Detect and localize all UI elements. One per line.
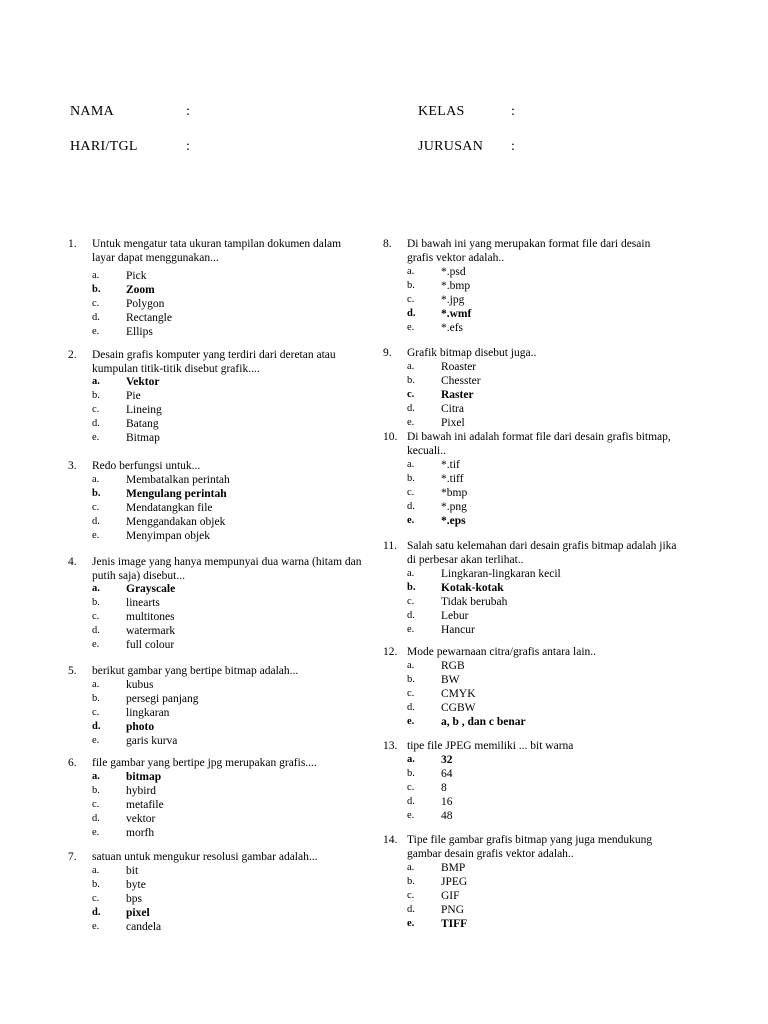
option-text: *.eps (441, 515, 466, 527)
nama-label: NAMA (70, 104, 114, 119)
option-letter: a. (92, 474, 100, 485)
option-text: *.tiff (441, 473, 464, 485)
option-letter: e. (407, 810, 415, 821)
option-letter: b. (92, 488, 101, 499)
option-letter: c. (407, 389, 415, 400)
option-letter: b. (407, 280, 415, 291)
option-letter: e. (92, 827, 100, 838)
option-letter: e. (92, 326, 100, 337)
option-text: persegi panjang (126, 693, 199, 705)
option-letter: d. (92, 721, 101, 732)
option-letter: d. (407, 702, 415, 713)
option-text: bps (126, 893, 142, 905)
option-text: Mengulang perintah (126, 488, 227, 500)
option-text: RGB (441, 660, 465, 672)
option-text: *.jpg (441, 294, 465, 306)
option-text: byte (126, 879, 146, 891)
option-letter: b. (407, 876, 415, 887)
option-letter: d. (92, 625, 100, 636)
option-text: 32 (441, 754, 453, 766)
option-letter: d. (407, 501, 415, 512)
option-letter: e. (92, 432, 100, 443)
option-text: Zoom (126, 284, 155, 296)
question-text: berikut gambar yang bertipe bitmap adalah... (92, 665, 299, 677)
question-number: 2. (68, 349, 77, 361)
option-letter: c. (92, 298, 100, 309)
option-letter: c. (92, 799, 100, 810)
option-letter: d. (407, 403, 415, 414)
question-text: Untuk mengatur tata ukuran tampilan dokumen dalam layar dapat menggunakan... (92, 238, 342, 264)
option-letter: e. (92, 530, 100, 541)
question-text: Salah satu kelemahan dari desain grafis bitmap adalah jika di perbesar akan terlihat.. (407, 540, 677, 566)
question-number: 8. (383, 238, 392, 250)
option-letter: c. (407, 782, 415, 793)
question-number: 3. (68, 460, 77, 472)
option-text: 48 (441, 810, 453, 822)
option-text: Lingkaran-lingkaran kecil (441, 568, 561, 580)
option-text: bit (126, 865, 139, 877)
kelas-colon: : (511, 104, 516, 119)
option-letter: e. (92, 921, 100, 932)
option-text: GIF (441, 890, 460, 902)
option-letter: d. (92, 907, 101, 918)
option-text: Lebur (441, 610, 469, 622)
option-text: Pixel (441, 417, 465, 429)
option-letter: d. (407, 308, 416, 319)
option-text: candela (126, 921, 162, 933)
question-text: Tipe file gambar grafis bitmap yang juga mendukung gambar desain grafis vektor adalah.. (407, 834, 653, 860)
option-text: TIFF (441, 918, 468, 930)
option-text: BW (441, 674, 460, 686)
option-text: 64 (441, 768, 453, 780)
question-number: 5. (68, 665, 77, 677)
option-letter: a. (407, 660, 415, 671)
option-letter: c. (92, 502, 100, 513)
option-letter: e. (407, 322, 415, 333)
option-text: *.bmp (441, 280, 471, 292)
option-text: Bitmap (126, 432, 160, 444)
question-text: Jenis image yang hanya mempunyai dua warna (hitam dan putih saja) disebut... (92, 556, 362, 582)
option-letter: e. (407, 417, 415, 428)
question-text: Redo berfungsi untuk... (92, 460, 201, 472)
option-letter: d. (92, 516, 100, 527)
option-letter: e. (92, 735, 100, 746)
option-text: BMP (441, 862, 466, 874)
option-letter: e. (407, 918, 415, 929)
option-text: garis kurva (126, 735, 178, 747)
option-text: photo (126, 721, 155, 733)
option-letter: a. (407, 754, 415, 765)
option-letter: b. (407, 674, 415, 685)
option-letter: a. (92, 679, 100, 690)
question-number: 11. (383, 540, 397, 552)
option-text: full colour (126, 639, 175, 651)
option-letter: d. (92, 418, 100, 429)
option-text: *.tif (441, 459, 460, 471)
question-number: 13. (383, 740, 398, 752)
option-text: 8 (441, 782, 447, 794)
option-text: *bmp (441, 487, 468, 499)
hari-tgl-colon: : (186, 139, 191, 154)
option-letter: d. (92, 813, 100, 824)
option-letter: a. (92, 865, 100, 876)
option-text: Rectangle (126, 312, 172, 324)
option-letter: b. (92, 879, 100, 890)
option-letter: d. (92, 312, 100, 323)
option-text: linearts (126, 597, 160, 609)
option-text: Lineing (126, 404, 162, 416)
option-text: Ellips (126, 326, 153, 338)
question-text: Di bawah ini yang merupakan format file dari desain grafis vektor adalah.. (407, 238, 651, 264)
question-number: 12. (383, 646, 398, 658)
question-number: 4. (68, 556, 77, 568)
option-text: Citra (441, 403, 464, 415)
question-number: 14. (383, 834, 398, 846)
option-text: Chesster (441, 375, 481, 387)
option-letter: a. (407, 862, 415, 873)
option-letter: b. (92, 284, 101, 295)
option-letter: c. (92, 611, 100, 622)
option-text: Membatalkan perintah (126, 474, 230, 486)
option-letter: c. (92, 893, 100, 904)
option-letter: b. (407, 375, 415, 386)
option-letter: a. (92, 771, 100, 782)
option-letter: a. (92, 270, 100, 281)
option-letter: a. (92, 583, 100, 594)
option-text: Polygon (126, 298, 165, 310)
question-text: Di bawah ini adalah format file dari desain grafis bitmap, kecuali.. (407, 431, 671, 457)
option-letter: c. (92, 707, 100, 718)
option-letter: b. (407, 768, 415, 779)
option-letter: b. (92, 693, 100, 704)
question-text: Grafik bitmap disebut juga.. (407, 347, 537, 359)
option-letter: d. (407, 796, 415, 807)
option-text: Raster (441, 389, 474, 401)
option-letter: d. (407, 610, 415, 621)
option-text: bitmap (126, 771, 162, 783)
option-text: Kotak-kotak (441, 582, 504, 594)
option-letter: c. (407, 294, 415, 305)
jurusan-label: JURUSAN (418, 139, 484, 154)
hari-tgl-label: HARI/TGL (70, 139, 138, 154)
question-number: 9. (383, 347, 392, 359)
nama-colon: : (186, 104, 191, 119)
option-text: Grayscale (126, 583, 176, 595)
option-letter: c. (407, 487, 415, 498)
option-text: *.png (441, 501, 467, 513)
question-number: 1. (68, 238, 77, 250)
option-text: metafile (126, 799, 164, 811)
option-text: Vektor (126, 376, 160, 388)
option-letter: a. (92, 376, 100, 387)
option-text: Roaster (441, 361, 477, 373)
option-text: *.efs (441, 322, 464, 334)
option-text: Menggandakan objek (126, 516, 226, 528)
option-text: PNG (441, 904, 465, 916)
option-text: Pick (126, 270, 147, 282)
option-text: CMYK (441, 688, 476, 700)
option-text: *.wmf (441, 308, 472, 320)
option-letter: b. (92, 390, 100, 401)
option-letter: c. (407, 688, 415, 699)
option-text: *.psd (441, 266, 466, 278)
kelas-label: KELAS (418, 104, 465, 119)
option-text: CGBW (441, 702, 476, 714)
option-letter: b. (92, 597, 100, 608)
option-text: Pie (126, 390, 141, 402)
option-letter: a. (407, 459, 415, 470)
option-text: JPEG (441, 876, 468, 888)
question-text: tipe file JPEG memiliki ... bit warna (407, 740, 574, 752)
question-text: Desain grafis komputer yang terdiri dari deretan atau kumpulan titik-titik disebut grafik.... (92, 349, 336, 375)
option-letter: a. (407, 568, 415, 579)
option-text: watermark (126, 625, 176, 637)
option-letter: e. (92, 639, 100, 650)
option-text: Batang (126, 418, 159, 430)
question-number: 7. (68, 851, 77, 863)
option-text: lingkaran (126, 707, 170, 719)
option-letter: c. (407, 890, 415, 901)
option-letter: b. (407, 473, 415, 484)
option-text: vektor (126, 813, 156, 825)
jurusan-colon: : (511, 139, 516, 154)
question-text: file gambar yang bertipe jpg merupakan grafis.... (92, 757, 317, 769)
question-number: 10. (383, 431, 398, 443)
option-text: multitones (126, 611, 175, 623)
option-letter: a. (407, 266, 415, 277)
option-text: pixel (126, 907, 150, 919)
question-number: 6. (68, 757, 77, 769)
option-letter: d. (407, 904, 415, 915)
option-text: hybird (126, 785, 157, 797)
option-letter: c. (407, 596, 415, 607)
option-text: Tidak berubah (441, 596, 508, 608)
question-text: Mode pewarnaan citra/grafis antara lain.. (407, 646, 597, 658)
option-letter: e. (407, 515, 415, 526)
question-text: satuan untuk mengukur resolusi gambar adalah... (92, 851, 318, 863)
option-text: a, b , dan c benar (441, 716, 526, 728)
option-letter: e. (407, 716, 415, 727)
option-text: 16 (441, 796, 453, 808)
option-text: Menyimpan objek (126, 530, 210, 542)
option-text: Hancur (441, 624, 475, 636)
option-letter: b. (407, 582, 416, 593)
option-letter: b. (92, 785, 100, 796)
option-letter: e. (407, 624, 415, 635)
option-text: kubus (126, 679, 154, 691)
option-letter: c. (92, 404, 100, 415)
option-letter: a. (407, 361, 415, 372)
option-text: Mendatangkan file (126, 502, 213, 514)
option-text: morfh (126, 827, 155, 839)
